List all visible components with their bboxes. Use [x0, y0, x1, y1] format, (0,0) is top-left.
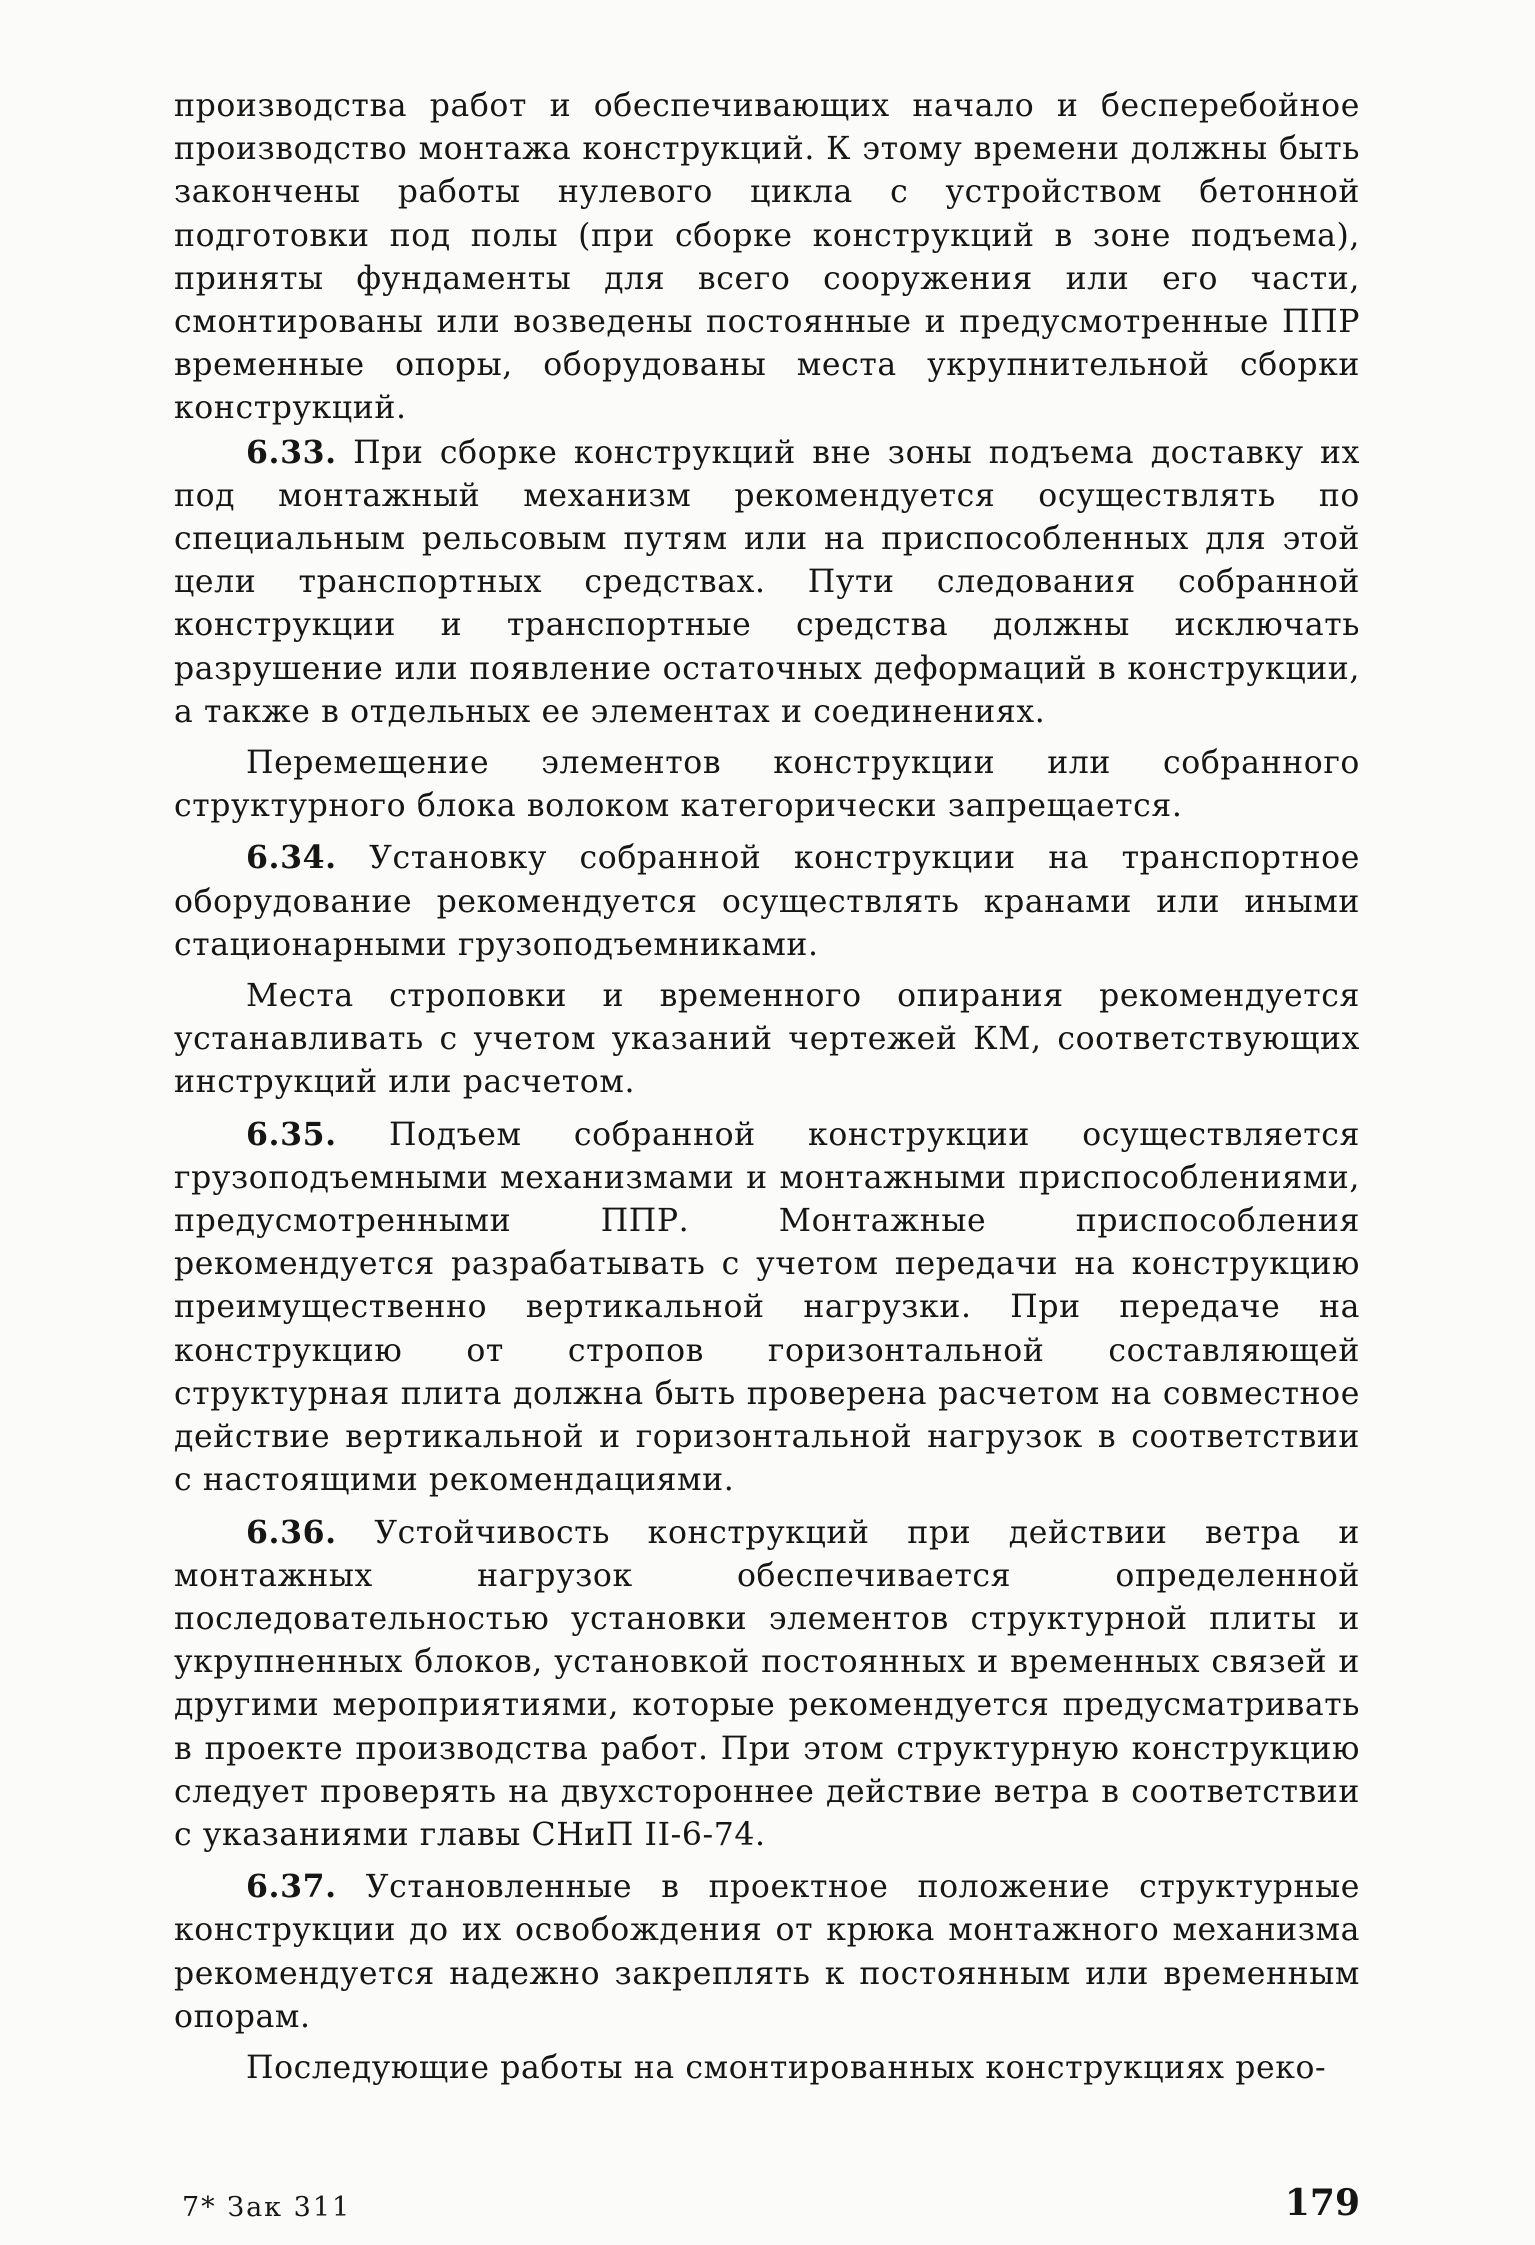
paragraph-text: производства работ и обеспечивающих начало и бесперебойное производство монтажа конструкций. К этому времени должны быть закончены работы нулевого цикла с устройством бетонной подготовки под полы (при сборке конструкций в зоне подъема), приняты фундаменты для всего сооружения или его части, смонтированы или возведены постоянные и предусмотренные ППР временные опоры, оборудованы места укрупнительной сборки конструкций. [174, 88, 1360, 427]
paragraph-continuation [174, 85, 1360, 431]
paragraph-subsequent-works [174, 2047, 1360, 2090]
paragraph-text: При сборке конструкций вне зоны подъема доставку их под монтажный механизм рекомендуется осуществлять по специальным рельсовым путям или на приспособленных для этой цели транспортных средствах. Пути следования собранной конструкции и транспортные средства должны исключать разрушение или появление остаточных деформаций в конструкции, а также в отдельных ее элементах и соединениях. [174, 434, 1360, 730]
paragraph-6-37 [174, 1865, 1360, 2039]
paragraph-slinging-points [174, 975, 1360, 1105]
paragraph-dragging-prohibited [174, 742, 1360, 828]
section-number: 6.36. [246, 1513, 337, 1551]
page-number: 179 [1284, 2182, 1360, 2224]
paragraph-text: Установленные в проектное положение структурные конструкции до их освобождения от крюка монтажного механизма рекомендуется надежно закреплять к постоянным или временным опорам. [174, 1869, 1360, 2035]
paragraph-text: Последующие работы на смонтированных конструкциях реко- [246, 2049, 1327, 2086]
section-number: 6.33. [246, 433, 337, 471]
paragraph-6-35 [174, 1113, 1360, 1503]
print-signature: 7* Зак 311 [182, 2192, 352, 2223]
paragraph-text: Устойчивость конструкций при действии ветра и монтажных нагрузок обеспечивается определенной последовательностью установки элементов структурной плиты и укрупненных блоков, установкой постоянных и временных связей и другими мероприятиями, которые рекомендуется предусматривать в проекте производства работ. При этом структурную конструкцию следует проверять на двухстороннее действие ветра в соответствии с указаниями главы СНиП II-6-74. [174, 1514, 1360, 1853]
section-number: 6.35. [246, 1115, 337, 1153]
paragraph-text: Перемещение элементов конструкции или собранного структурного блока волоком категорически запрещается. [174, 745, 1360, 825]
paragraph-6-36 [174, 1511, 1360, 1858]
paragraph-6-33 [174, 431, 1360, 734]
section-number: 6.34. [246, 839, 337, 877]
page-body [174, 85, 1360, 2090]
section-number: 6.37. [246, 1868, 337, 1906]
paragraph-6-34 [174, 836, 1360, 967]
paragraph-text: Подъем собранной конструкции осуществляется грузоподъемными механизмами и монтажными приспособлениями, предусмотренными ППР. Монтажные приспособления рекомендуется разрабатывать с учетом передачи на конструкцию преимущественно вертикальной нагрузки. При передаче на конструкцию от стропов горизонтальной составляющей структурная плита должна быть проверена расчетом на совместное действие вертикальной и горизонтальной нагрузок в соответствии с настоящими рекомендациями. [174, 1116, 1360, 1499]
page-footer [174, 2182, 1360, 2232]
paragraph-text: Установку собранной конструкции на транспортное оборудование рекомендуется осуществлять кранами или иными стационарными грузоподъемниками. [174, 840, 1360, 963]
paragraph-text: Места строповки и временного опирания рекомендуется устанавливать с учетом указаний чертежей КМ, соответствующих инструкций или расчетом. [174, 978, 1360, 1101]
